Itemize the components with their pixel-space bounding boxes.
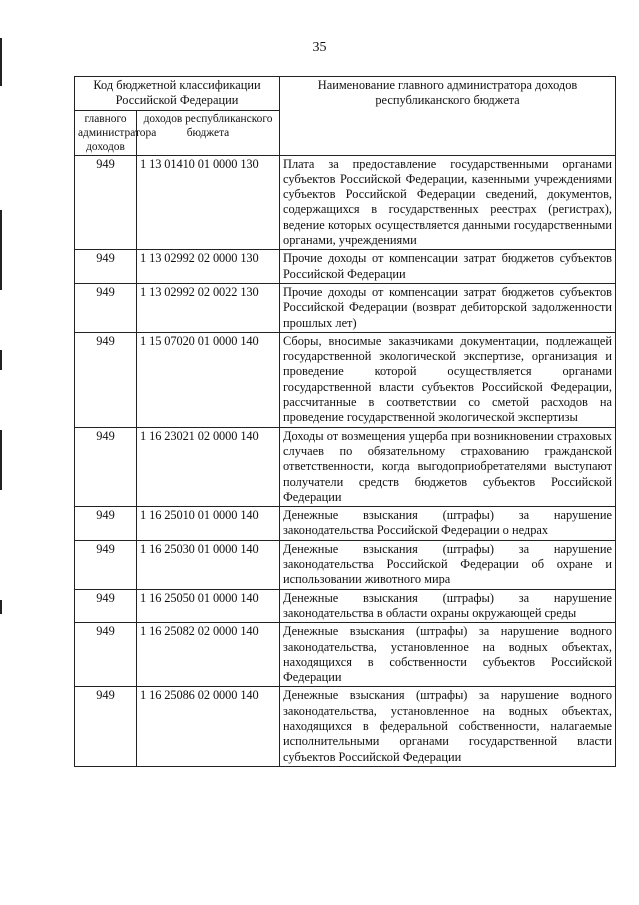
header-code-group: Код бюджетной классификации Российской Федерации (75, 77, 280, 111)
administrator-name-cell: Денежные взыскания (штрафы) за нарушение законодательства Российской Федерации об охране и использовании животного мира (280, 540, 616, 589)
admin-code-cell: 949 (75, 589, 137, 623)
table-row (75, 155, 616, 250)
income-code-cell: 1 13 02992 02 0000 130 (137, 250, 280, 284)
income-code-cell: 1 16 23021 02 0000 140 (137, 427, 280, 506)
income-code-cell: 1 13 02992 02 0022 130 (137, 283, 280, 332)
table-header (75, 77, 616, 156)
income-code-cell: 1 16 25030 01 0000 140 (137, 540, 280, 589)
admin-code-cell: 949 (75, 507, 137, 541)
table-row (75, 427, 616, 506)
admin-code-cell: 949 (75, 155, 137, 250)
table-row (75, 589, 616, 623)
scan-edge-marks (0, 0, 4, 905)
admin-code-cell: 949 (75, 250, 137, 284)
administrator-name-cell: Доходы от возмещения ущерба при возникновении страховых случаев по обязательному страхованию гражданской ответственности, когда выгодоприобретателями выступают получатели средств бюджетов субъектов Российской Федерации (280, 427, 616, 506)
administrator-name-cell: Плата за предоставление государственными органами субъектов Российской Федерации, казенными учреждениями субъектов Российской Федерации сведений, документов, содержащихся в государственных реестрах (регистрах), ведение которых осуществляется данными государственными органами, учреждениями (280, 155, 616, 250)
table-body (75, 155, 616, 766)
income-code-cell: 1 13 01410 01 0000 130 (137, 155, 280, 250)
administrator-name-cell: Прочие доходы от компенсации затрат бюджетов субъектов Российской Федерации (возврат дебиторской задолженности прошлых лет) (280, 283, 616, 332)
administrator-name-cell: Денежные взыскания (штрафы) за нарушение законодательства Российской Федерации о недрах (280, 507, 616, 541)
table-row (75, 623, 616, 687)
income-code-cell: 1 16 25010 01 0000 140 (137, 507, 280, 541)
table-row (75, 283, 616, 332)
income-code-cell: 1 16 25082 02 0000 140 (137, 623, 280, 687)
admin-code-cell: 949 (75, 540, 137, 589)
table-row (75, 540, 616, 589)
admin-code-cell: 949 (75, 283, 137, 332)
table-row (75, 332, 616, 427)
administrator-name-cell: Сборы, вносимые заказчиками документации, подлежащей государственной экологической экспертизе, организация и проведение которой осуществляется органами государственной власти субъектов Российской Федерации, рассчитанные в соответствии со сметой расходов на проведение государственной экологической экспертизы (280, 332, 616, 427)
administrator-name-cell: Денежные взыскания (штрафы) за нарушение водного законодательства, установленное на водных объектах, находящихся в собственности субъектов Российской Федерации (280, 623, 616, 687)
income-administrators-table (74, 76, 616, 767)
income-code-cell: 1 15 07020 01 0000 140 (137, 332, 280, 427)
table-row (75, 687, 616, 766)
admin-code-cell: 949 (75, 427, 137, 506)
table-row (75, 507, 616, 541)
administrator-name-cell: Денежные взыскания (штрафы) за нарушение водного законодательства, установленное на водных объектах, находящихся в федеральной собственности, налагаемые исполнительными органами государственной власти субъектов Российской Федерации (280, 687, 616, 766)
income-code-cell: 1 16 25086 02 0000 140 (137, 687, 280, 766)
table-row (75, 250, 616, 284)
header-income-code: доходов республиканского бюджета (137, 110, 280, 155)
admin-code-cell: 949 (75, 623, 137, 687)
admin-code-cell: 949 (75, 332, 137, 427)
administrator-name-cell: Денежные взыскания (штрафы) за нарушение законодательства в области охраны окружающей среды (280, 589, 616, 623)
admin-code-cell: 949 (75, 687, 137, 766)
page-number: 35 (312, 40, 327, 55)
header-name: Наименование главного администратора доходов республиканского бюджета (280, 77, 616, 156)
administrator-name-cell: Прочие доходы от компенсации затрат бюджетов субъектов Российской Федерации (280, 250, 616, 284)
header-admin-code: главного администратора доходов (75, 110, 137, 155)
income-code-cell: 1 16 25050 01 0000 140 (137, 589, 280, 623)
